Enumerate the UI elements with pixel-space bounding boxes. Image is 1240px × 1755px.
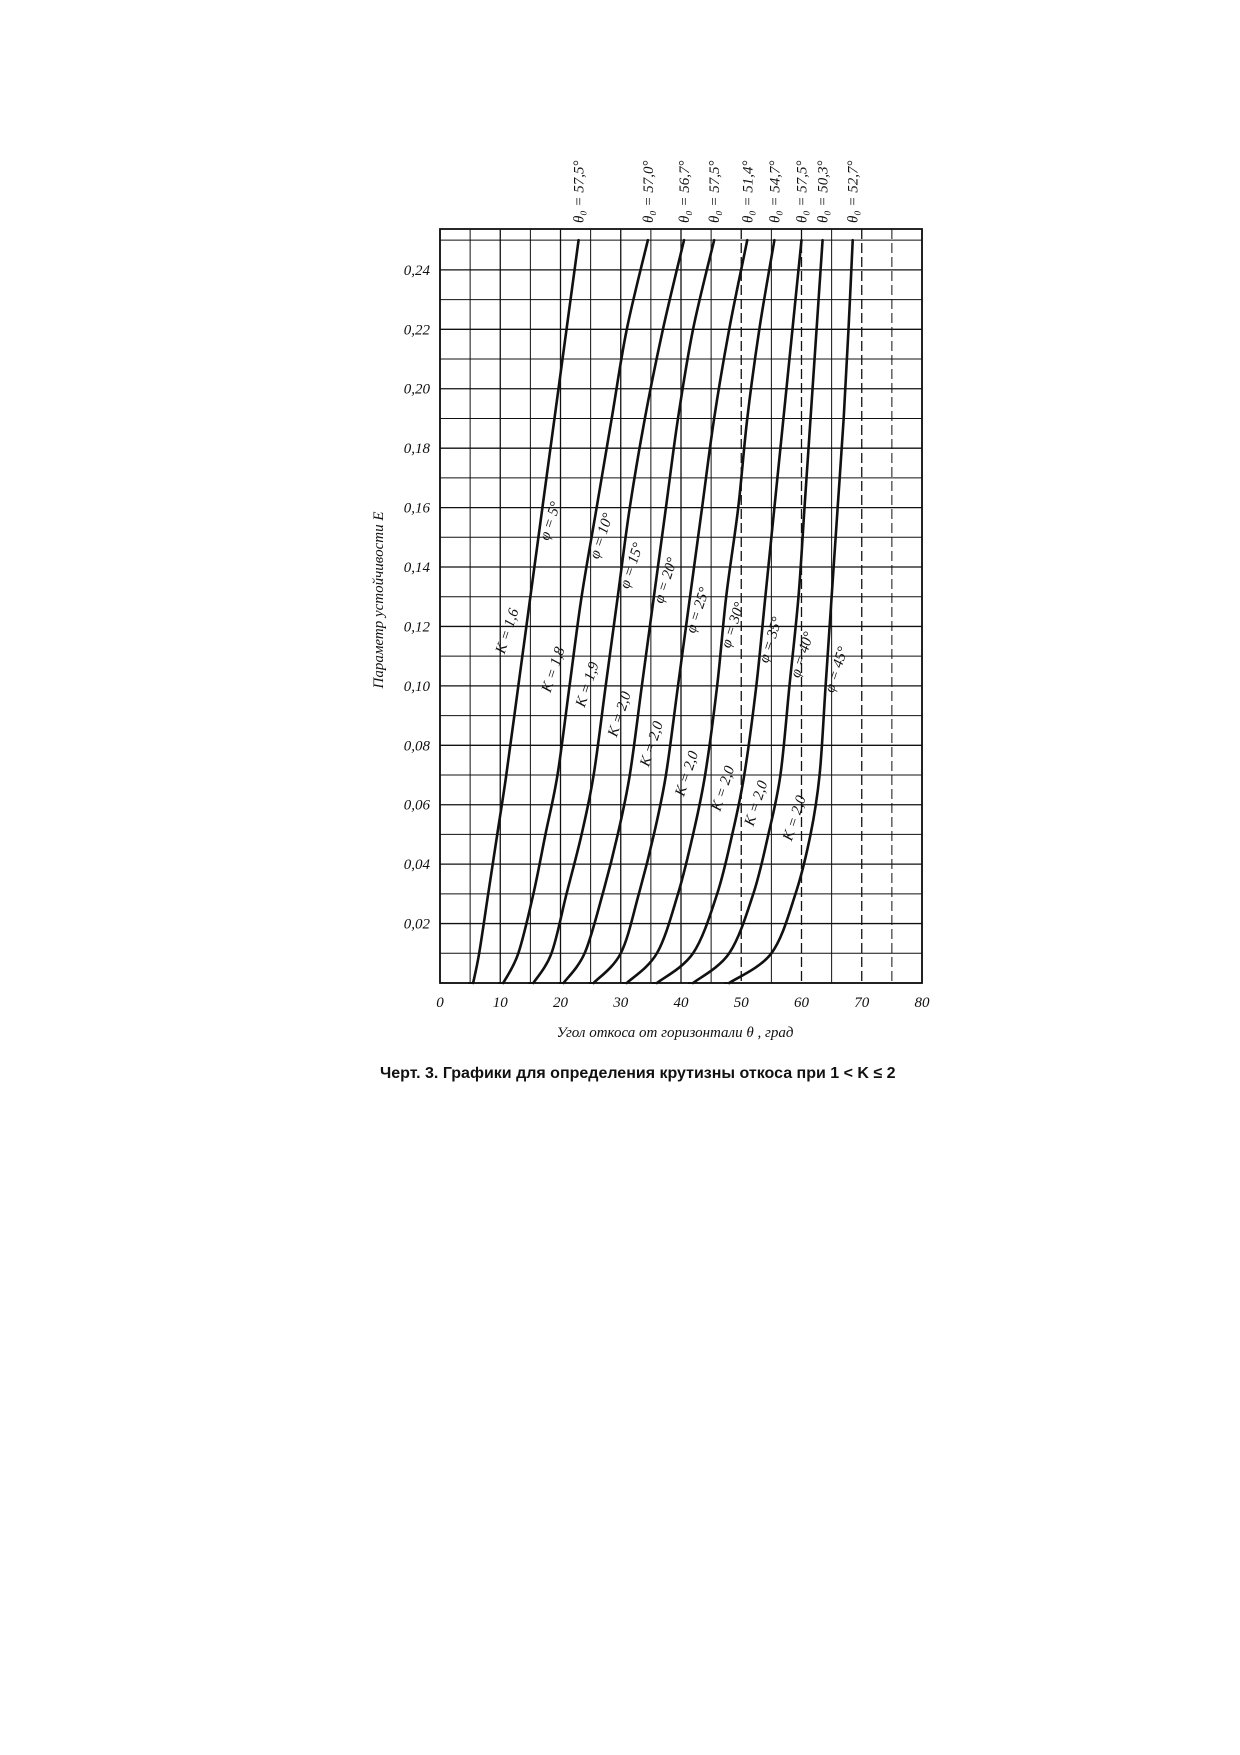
y-tick-label: 0,16 [403, 500, 430, 517]
x-tick-label: 10 [492, 995, 508, 1011]
y-tick-label: 0,18 [403, 441, 430, 458]
y-tick-label: 0,20 [403, 381, 430, 398]
y-tick-label: 0,10 [403, 678, 430, 695]
curve-k-label: K = 2,0 [637, 719, 667, 769]
curve-k-label: K = 1,9 [573, 660, 603, 710]
curve-series [473, 240, 578, 983]
curve-phi-label: φ = 25° [683, 585, 714, 636]
x-tick-label: 80 [914, 995, 930, 1011]
x-axis-label: Угол откоса от горизонтали θ , град [556, 1025, 794, 1041]
y-tick-label: 0,08 [403, 738, 430, 755]
curve-top-label: θ₀ = 56,7° [677, 160, 694, 223]
curve-top-label: θ₀ = 57,5° [707, 160, 724, 223]
y-tick-label: 0,12 [403, 619, 430, 636]
curves [465, 240, 853, 983]
curve-top-label: θ₀ = 57,0° [640, 160, 657, 223]
y-tick-label: 0,22 [403, 322, 430, 339]
curve-phi-label: φ = 35° [756, 615, 786, 665]
y-tick-label: 0,04 [403, 857, 430, 874]
x-tick-label: 40 [673, 995, 689, 1011]
y-tick-label: 0,14 [403, 560, 430, 577]
x-tick-label: 70 [854, 995, 870, 1011]
curve-top-label: θ₀ = 57,5° [794, 160, 811, 223]
curve-phi-label: φ = 10° [586, 511, 617, 561]
x-tick-label: 0 [436, 995, 444, 1011]
curve-top-label: θ₀ = 50,3° [815, 160, 832, 223]
curve-k-label: K = 1,6 [492, 606, 523, 656]
curve-k-label: K = 1,8 [538, 645, 569, 695]
y-axis-label: Параметр устойчивости Е [371, 511, 387, 689]
curve-phi-label: φ = 30° [718, 600, 749, 650]
x-tick-label: 30 [613, 995, 629, 1011]
y-tick-label: 0,24 [403, 262, 430, 279]
grid [440, 229, 922, 983]
x-tick-label: 60 [794, 995, 809, 1011]
curve-k-label: K = 2,0 [605, 689, 635, 739]
curve-k-label: K = 2,0 [741, 778, 772, 829]
curve-top-label: θ₀ = 57,5° [571, 160, 588, 223]
curve-top-label: θ₀ = 51,4° [740, 160, 757, 223]
curve-phi-label: φ = 40° [787, 630, 818, 680]
x-tick-label: 50 [733, 995, 749, 1011]
y-tick-label: 0,06 [403, 797, 430, 814]
curve-top-label: θ₀ = 54,7° [767, 160, 784, 223]
curve-phi-label: φ = 45° [821, 644, 852, 695]
curve-k-label: K = 2,0 [780, 793, 810, 843]
figure-caption: Черт. 3. Графики для определения крутизны откоса при 1 < K ≤ 2 [380, 1065, 896, 1082]
curve-phi-label: φ = 20° [651, 555, 681, 606]
curve-top-label: θ₀ = 52,7° [845, 160, 862, 223]
curve-series [503, 240, 648, 983]
curve-k-label: K = 2,0 [708, 764, 739, 814]
x-tick-label: 20 [553, 995, 568, 1011]
curve-k-label: K = 2,0 [672, 749, 703, 799]
curve-phi-label: φ = 15° [617, 540, 647, 591]
y-tick-label: 0,02 [403, 916, 430, 933]
curve-phi-label: φ = 5° [536, 499, 565, 543]
